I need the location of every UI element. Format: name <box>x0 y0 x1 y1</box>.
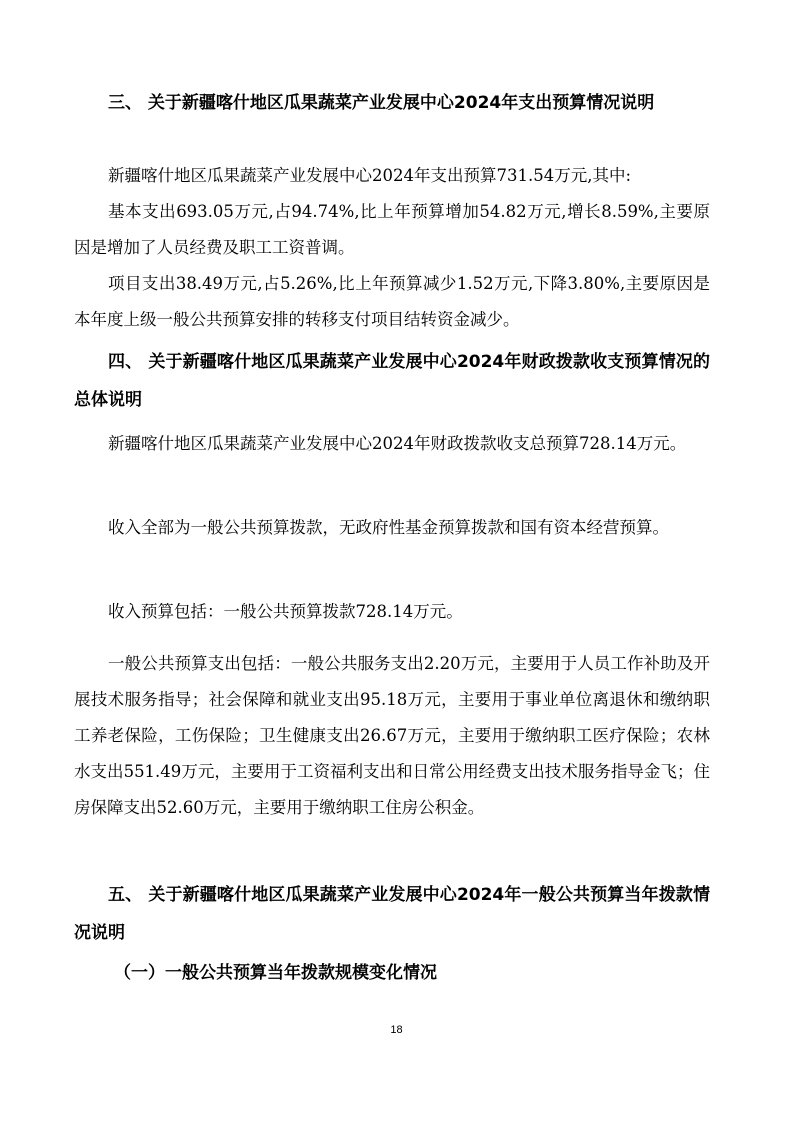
section-3 <box>74 84 710 122</box>
paragraph: 新疆喀什地区瓜果蔬菜产业发展中心2024年支出预算731.54万元,其中: <box>108 166 632 185</box>
section-5-heading: 五、 关于新疆喀什地区瓜果蔬菜产业发展中心2024年一般公共预算当年拨款情况说明 <box>74 885 710 943</box>
section-3-body <box>74 158 710 338</box>
section-4 <box>74 343 710 419</box>
paragraph: 项目支出38.49万元,占5.26%,比上年预算减少1.52万元,下降3.80%,主要原因是本年度上级一般公共预算安排的转移支付项目结转资金减少。 <box>74 274 710 329</box>
section-5 <box>74 876 710 952</box>
section-3-heading: 三、 关于新疆喀什地区瓜果蔬菜产业发展中心2024年支出预算情况说明 <box>108 93 655 113</box>
section-4-body-4 <box>74 646 710 826</box>
section-4-heading: 四、 关于新疆喀什地区瓜果蔬菜产业发展中心2024年财政拨款收支预算情况的总体说明 <box>74 352 710 410</box>
paragraph: 基本支出693.05万元,占94.74%,比上年预算增加54.82万元,增长8.59%,主要原因是增加了人员经费及职工工资普调。 <box>74 202 710 257</box>
section-4-body-2 <box>74 510 710 546</box>
page-number: 18 <box>390 1024 403 1036</box>
paragraph: 收入全部为一般公共预算拨款，无政府性基金预算拨款和国有资本经营预算。 <box>108 518 669 537</box>
paragraph: 收入预算包括：一般公共预算拨款728.14万元。 <box>108 602 463 621</box>
section-5-sub <box>74 954 710 992</box>
section-4-body-3 <box>74 594 710 630</box>
paragraph: 新疆喀什地区瓜果蔬菜产业发展中心2024年财政拨款收支总预算728.14万元。 <box>108 434 687 453</box>
section-4-body-1 <box>74 426 710 462</box>
paragraph: 一般公共预算支出包括：一般公共服务支出2.20万元，主要用于人员工作补助及开展技术服务指导；社会保障和就业支出95.18万元，主要用于事业单位离退休和缴纳职工养老保险，工伤保险；卫生健康支出26.67万元，主要用于缴纳职工医疗保险；农林水支出551.49万元，主要用于工资福利支出和日常公用经费支出技术服务指导金飞；住房保障支出52.60万元，主要用于缴纳职工住房公积金。 <box>74 654 710 817</box>
subsection-heading: （一）一般公共预算当年拨款规模变化情况 <box>114 963 437 983</box>
